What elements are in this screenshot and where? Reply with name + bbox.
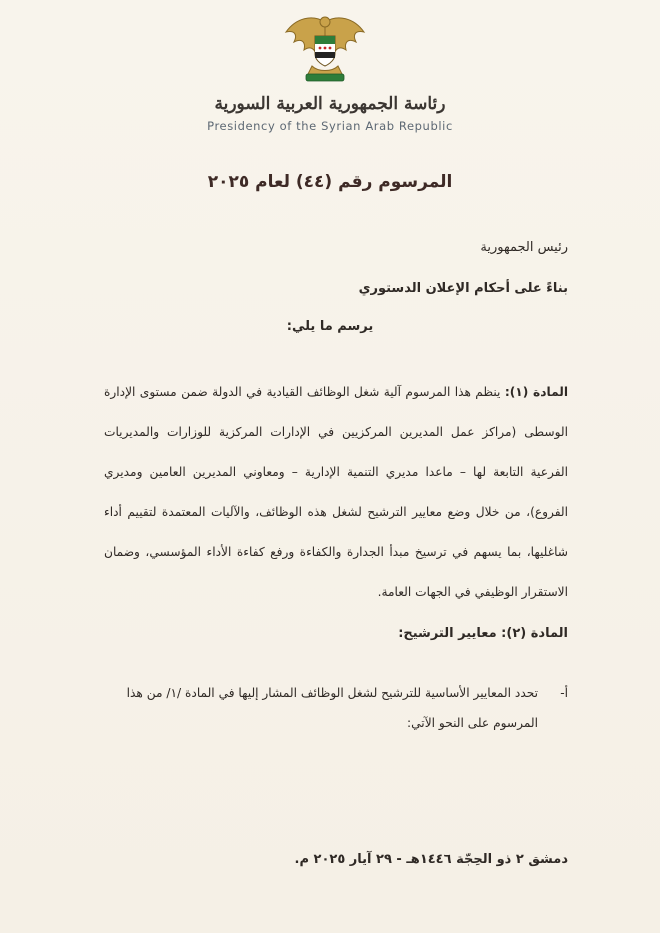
article-2-label: المادة (٢): معايير الترشيح: (398, 626, 568, 641)
decrees-label: يرسم ما يلي: (286, 319, 374, 334)
syrian-eagle-emblem-icon (282, 12, 368, 86)
decree-title: المرسوم رقم (٤٤) لعام ٢٠٢٥ (207, 172, 453, 192)
item-marker: أ- (560, 686, 568, 700)
basis-line: بناءً على أحكام الإعلان الدستوري (358, 281, 568, 296)
decree-date: دمشق ٢ ذو الحِجّة ١٤٤٦هـ - ٢٩ آيار ٢٠٢٥ م. (294, 852, 568, 867)
article-1-label: المادة (١): (504, 385, 568, 399)
presidency-arabic-name: رئاسة الجمهورية العربية السورية (214, 94, 446, 114)
article-1-text: ينظم هذا المرسوم آلية شغل الوظائف القيادية في الدولة ضمن مستوى الإدارة الوسطى (مراكز عمل المديرين المركزيين في الإدارات المركزية للوزارات والمديريات الفرعية التابعة لها – ماعدا مديري التنمية الإدارية – ومعاوني المديرين العامين ومديري الفروع)، من خلال وضع معايير الترشيح لشغل هذه الوظائف، والآليات المعتمدة لتقييم أداء شاغليها، بما يسهم في ترسيخ مبدأ الجدارة والكفاءة ورفع كفاءة الأداء المؤسسي، وضمان الاستقرار الوظيفي في الجهات العامة. (104, 385, 568, 599)
article-1-paragraph (104, 372, 568, 612)
article-2-item-a: تحدد المعايير الأساسية للترشيح لشغل الوظائف المشار إليها في المادة /١/ من هذا المرسوم على النحو الآتي: (126, 686, 538, 730)
presidency-english-name: Presidency of the Syrian Arab Republic (207, 119, 453, 133)
issuer-line: رئيس الجمهورية (480, 240, 568, 255)
